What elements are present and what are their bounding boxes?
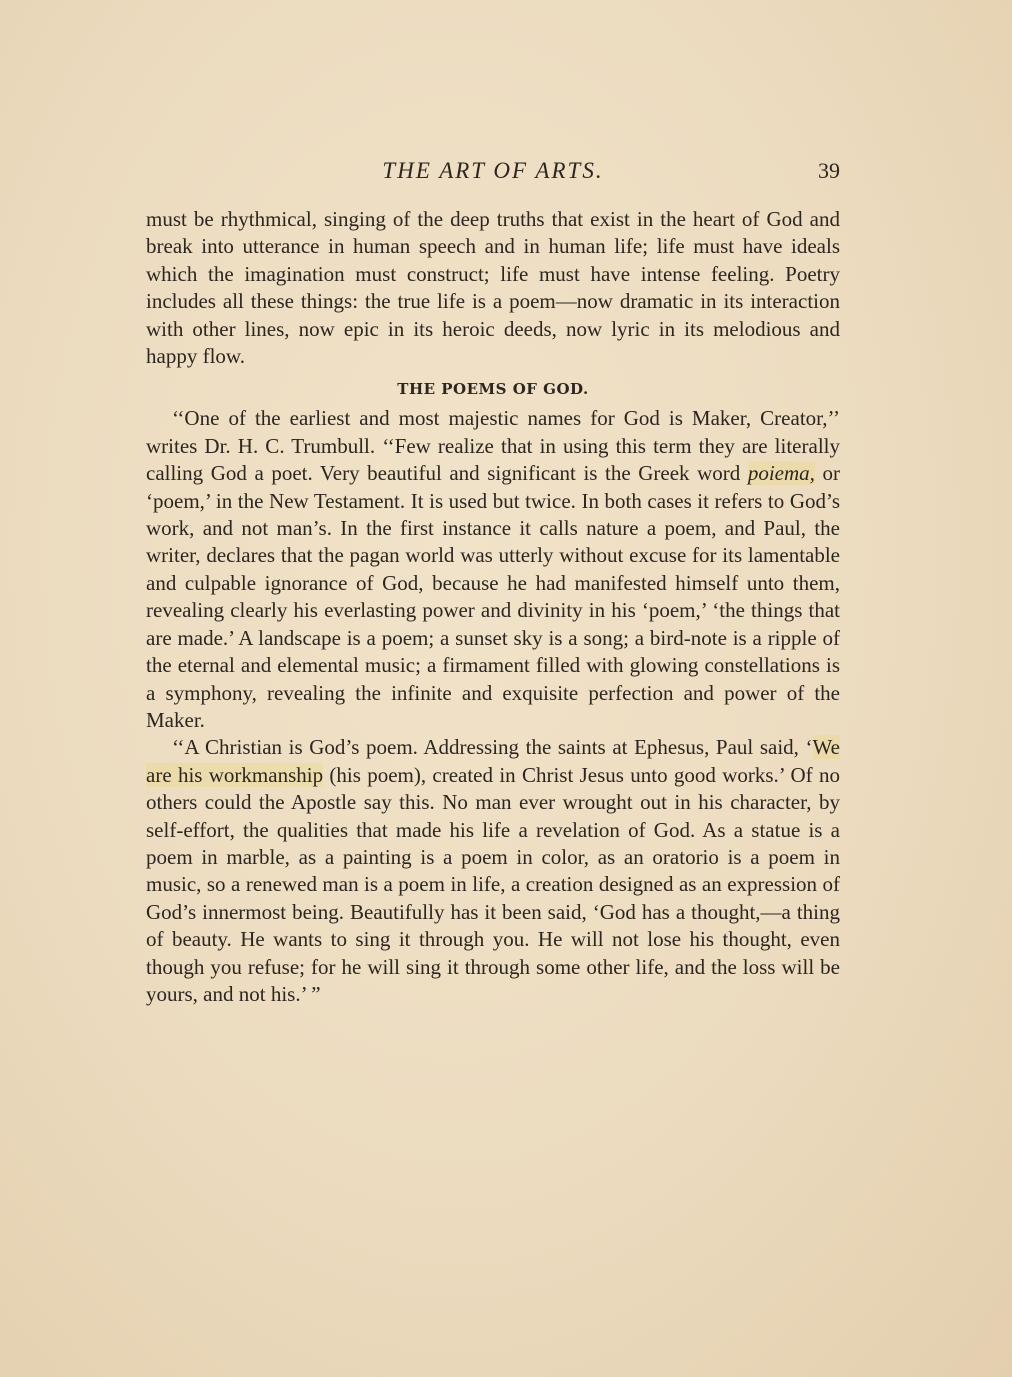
highlighted-phrase: We are his workmanship: [146, 735, 840, 787]
page-number: 39: [818, 158, 840, 183]
paragraph-text: (his poem), created in Christ Jesus unto good works.’ Of no others could the Apostle say this. No man ever wrought out in his character, by self-effort, the qualities that made his life a revelation of God. As a statue is a poem in marble, as a painting is a poem in color, as an oratorio is a poem in music, so a renewed man is a poem in life, a creation designed as an expression of God’s innermost being. Beautifully has it been said, ‘God has a thought,—a thing of beauty. He wants to sing it through you. He will not lose his thought, even though you refuse; for he will sing it through some other life, and the loss will be yours, and not his.’ ”: [146, 762, 840, 1006]
paragraph-christian-poem: [146, 734, 840, 1008]
paragraph-text: ‘‘One of the earliest and most majestic names for God is Maker, Creator,’’ writes Dr. H. C. Trumbull. ‘‘Few realize that in using this term they are literally calling God a poet. Very beautiful and significant is the Greek word: [146, 406, 840, 486]
paragraph-continued: must be rhythmical, singing of the deep truths that exist in the heart of God and break into utterance in human speech and in human life; life must have ideals which the imagination must construct; life must have intense feeling. Poetry includes all these things: the true life is a poem—now dramatic in its interaction with other lines, now epic in its heroic deeds, now lyric in its melodious and happy flow.: [146, 207, 840, 369]
running-title: THE ART OF ARTS.: [382, 158, 604, 183]
running-head: [146, 158, 840, 188]
paragraph-text: ‘‘A Christian is God’s poem. Addressing the saints at Ephesus, Paul said, ‘: [172, 735, 813, 760]
section-heading: THE POEMS OF GOD.: [397, 380, 589, 399]
body-text: [146, 206, 840, 1008]
paragraph-poems-of-god: [146, 405, 840, 734]
italic-term: poiema,: [747, 461, 815, 486]
paragraph-text: or ‘poem,’ in the New Testament. It is used but twice. In both cases it refers to God’s work, and not man’s. In the first instance it calls nature a poem, and Paul, the writer, declares that the pagan world was utterly without excuse for its lamentable and culpable ignorance of God, because he had manifested himself unto them, revealing clearly his everlasting power and divinity in his ‘poem,’ ‘the things that are made.’ A landscape is a poem; a sunset sky is a song; a bird-note is a ripple of the eternal and elemental music; a firmament filled with glowing constellations is a symphony, revealing the infinite and exquisite perfection and power of the Maker.: [146, 461, 840, 732]
